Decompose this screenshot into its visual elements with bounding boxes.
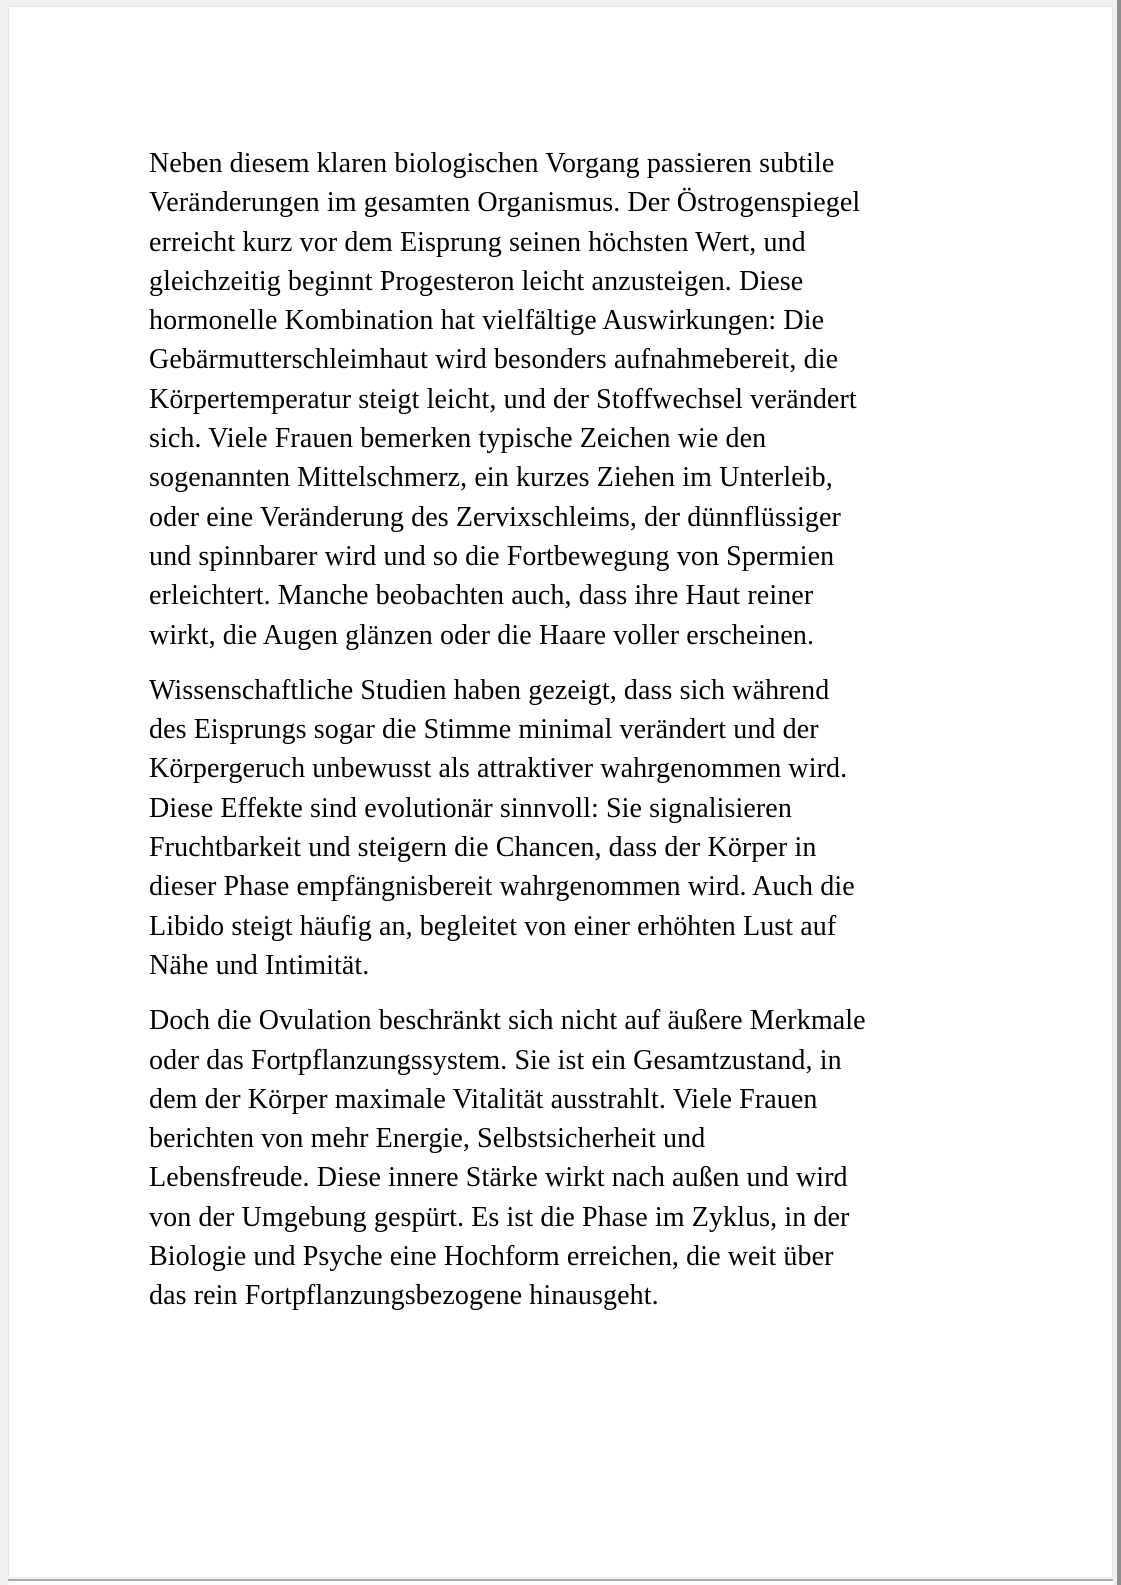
text-line: gleichzeitig beginnt Progesteron leicht anzusteigen. Diese — [149, 265, 804, 297]
text-line: Neben diesem klaren biologischen Vorgang passieren subtile — [149, 148, 835, 179]
text-line: oder das Fortpflanzungssystem. Sie ist ein Gesamtzustand, in — [149, 1044, 842, 1076]
text-line: sogenannten Mittelschmerz, ein kurzes Ziehen im Unterleib, — [149, 462, 833, 494]
text-line: Körpergeruch unbewusst als attraktiver wahrgenommen wird. — [149, 753, 848, 785]
text-line: erleichtert. Manche beobachten auch, dass ihre Haut reiner — [149, 580, 814, 612]
document-page — [8, 6, 1113, 1577]
next-page-top-edge — [8, 1581, 1113, 1585]
text-line: dem der Körper maximale Vitalität ausstrahlt. Viele Frauen — [149, 1083, 818, 1115]
text-line: Biologie und Psyche eine Hochform erreichen, die weit über — [149, 1241, 834, 1273]
text-line: und spinnbarer wird und so die Fortbewegung von Spermien — [149, 540, 835, 572]
text-line: des Eisprungs sogar die Stimme minimal verändert und der — [149, 714, 819, 746]
text-line: das rein Fortpflanzungsbezogene hinausgeht. — [149, 1280, 659, 1312]
text-line: Doch die Ovulation beschränkt sich nicht auf äußere Merkmale — [149, 1005, 866, 1037]
text-line: Wissenschaftliche Studien haben gezeigt, dass sich während — [149, 674, 830, 706]
text-line: Nähe und Intimität. — [149, 949, 370, 981]
paragraph — [149, 1001, 979, 1315]
text-line: Diese Effekte sind evolutionär sinnvoll: Sie signalisieren — [149, 792, 792, 824]
text-line: berichten von mehr Energie, Selbstsicherheit und — [149, 1123, 706, 1155]
text-line: sich. Viele Frauen bemerken typische Zeichen wie den — [149, 423, 767, 455]
text-line: Fruchtbarkeit und steigern die Chancen, dass der Körper in — [149, 832, 817, 864]
paragraph — [149, 144, 979, 655]
window-right-edge — [1117, 0, 1121, 1585]
text-line: wirkt, die Augen glänzen oder die Haare voller erscheinen. — [149, 619, 815, 651]
text-line: hormonelle Kombination hat vielfältige Auswirkungen: Die — [149, 305, 825, 337]
text-line: dieser Phase empfängnisbereit wahrgenommen wird. Auch die — [149, 871, 855, 903]
page-text-block — [149, 144, 979, 1332]
paragraph — [149, 671, 979, 985]
text-line: Gebärmutterschleimhaut wird besonders aufnahmebereit, die — [149, 344, 839, 376]
text-line: Körpertemperatur steigt leicht, und der Stoffwechsel verändert — [149, 383, 857, 415]
text-line: von der Umgebung gespürt. Es ist die Phase im Zyklus, in der — [149, 1201, 850, 1233]
text-line: erreicht kurz vor dem Eisprung seinen höchsten Wert, und — [149, 226, 806, 258]
text-line: Veränderungen im gesamten Organismus. Der Östrogenspiegel — [149, 187, 861, 219]
text-line: oder eine Veränderung des Zervixschleims, der dünnflüssiger — [149, 501, 841, 533]
text-line: Libido steigt häufig an, begleitet von einer erhöhten Lust auf — [149, 910, 837, 942]
text-line: Lebensfreude. Diese innere Stärke wirkt nach außen und wird — [149, 1162, 848, 1194]
